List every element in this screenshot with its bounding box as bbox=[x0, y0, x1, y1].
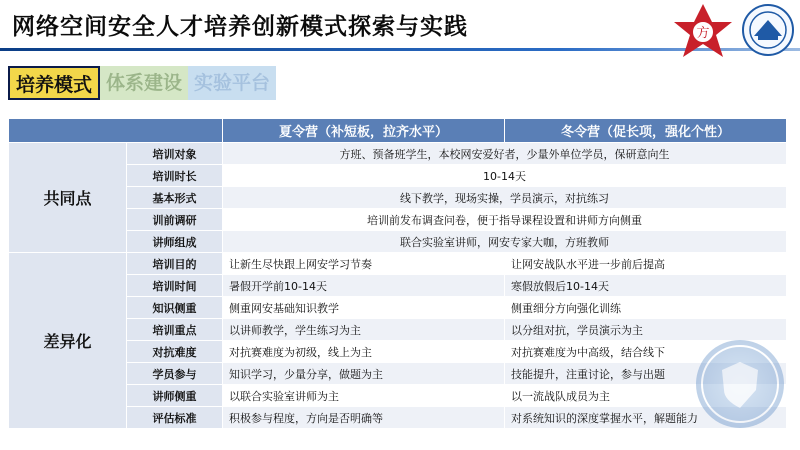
winter-cell: 寒假放假后10-14天 bbox=[505, 275, 787, 297]
tab-system-building[interactable]: 体系建设 bbox=[100, 66, 188, 100]
summer-cell: 侧重网安基础知识教学 bbox=[223, 297, 505, 319]
summer-cell: 积极参与程度，方向是否明确等 bbox=[223, 407, 505, 429]
tab-bar bbox=[8, 66, 276, 100]
summer-cell: 以联合实验室讲师为主 bbox=[223, 385, 505, 407]
summer-cell: 对抗赛难度为初级，线上为主 bbox=[223, 341, 505, 363]
summer-cell: 以讲师教学，学生练习为主 bbox=[223, 319, 505, 341]
header-winter-camp: 冬令营（促长项，强化个性） bbox=[505, 119, 787, 143]
row-value: 线下教学，现场实操，学员演示，对抗练习 bbox=[223, 187, 787, 209]
association-watermark-logo bbox=[696, 340, 784, 428]
summer-cell: 知识学习，少量分享，做题为主 bbox=[223, 363, 505, 385]
header-corner-cell bbox=[9, 119, 223, 143]
row-value: 方班、预备班学生，本校网安爱好者，少量外单位学员，保研意向生 bbox=[223, 143, 787, 165]
university-emblem-icon bbox=[668, 2, 738, 62]
row-label: 培训时长 bbox=[127, 165, 223, 187]
winter-cell: 对抗赛难度为中高级，结合线下 bbox=[505, 341, 787, 363]
row-label: 学员参与 bbox=[127, 363, 223, 385]
winter-cell: 侧重细分方向强化训练 bbox=[505, 297, 787, 319]
winter-cell: 以分组对抗，学员演示为主 bbox=[505, 319, 787, 341]
summer-cell: 暑假开学前10-14天 bbox=[223, 275, 505, 297]
tab-training-mode[interactable]: 培养模式 bbox=[8, 66, 100, 100]
row-label: 培训重点 bbox=[127, 319, 223, 341]
row-value: 联合实验室讲师，网安专家大咖，方班教师 bbox=[223, 231, 787, 253]
row-label: 讲师组成 bbox=[127, 231, 223, 253]
row-label: 培训时间 bbox=[127, 275, 223, 297]
header-summer-camp: 夏令营（补短板，拉齐水平） bbox=[223, 119, 505, 143]
row-label: 培训对象 bbox=[127, 143, 223, 165]
row-label: 对抗难度 bbox=[127, 341, 223, 363]
institute-seal-logo bbox=[742, 4, 794, 56]
svg-text:方: 方 bbox=[696, 26, 710, 41]
row-label: 评估标准 bbox=[127, 407, 223, 429]
row-label: 基本形式 bbox=[127, 187, 223, 209]
winter-cell: 对系统知识的深度掌握水平，解题能力 bbox=[505, 407, 787, 429]
comparison-table bbox=[8, 118, 786, 444]
winter-cell: 技能提升，注重讨论，参与出题 bbox=[505, 363, 787, 385]
row-label: 训前调研 bbox=[127, 209, 223, 231]
summer-cell: 让新生尽快跟上网安学习节奏 bbox=[223, 253, 505, 275]
row-label: 培训目的 bbox=[127, 253, 223, 275]
row-value: 10-14天 bbox=[223, 165, 787, 187]
group-label-common: 共同点 bbox=[9, 143, 127, 253]
group-label-difference: 差异化 bbox=[9, 253, 127, 429]
row-value: 培训前发布调查问卷，便于指导课程设置和讲师方向侧重 bbox=[223, 209, 787, 231]
page-title: 网络空间安全人才培养创新模式探索与实践 bbox=[12, 14, 468, 40]
tab-lab-platform[interactable]: 实验平台 bbox=[188, 66, 276, 100]
table-row bbox=[9, 253, 787, 275]
winter-cell: 让网安战队水平进一步前后提高 bbox=[505, 253, 787, 275]
table-row bbox=[9, 143, 787, 165]
row-label: 知识侧重 bbox=[127, 297, 223, 319]
row-label: 讲师侧重 bbox=[127, 385, 223, 407]
winter-cell: 以一流战队成员为主 bbox=[505, 385, 787, 407]
